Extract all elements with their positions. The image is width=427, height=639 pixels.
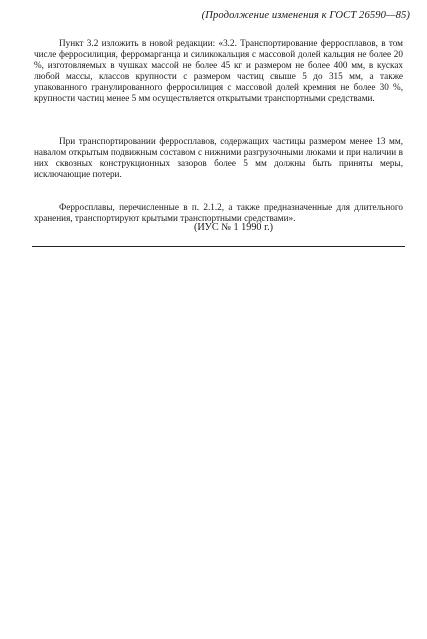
continuation-header: (Продолжение изменения к ГОСТ 26590—85)	[201, 10, 410, 21]
horizontal-divider	[32, 246, 405, 247]
paragraph-covered-transport	[34, 202, 403, 224]
ius-reference: (ИУС № 1 1990 г.)	[193, 222, 274, 233]
paragraph-text: Ферросплавы, перечисленные в п. 2.1.2, а также предназначенные для длительного хранения, транспортируют крытыми транспортными средствами».	[34, 202, 403, 223]
paragraph-text: Пункт 3.2 изложить в новой редакции: «3.2. Транспортирование ферросплавов, в том числе ферросилиция, ферромарганца и силикокальция с массовой долей кальция не более 20 %, изготовляемых в чушках массой не более 45 кг и размером не более 400 мм, в кусках любой массы, классов крупности с размером частиц свыше 5 до 315 мм, а также упакованного гранулированного ферросилиция с массовой долей кремния не более 30 %, крупности частиц менее 5 мм осуществляется открытыми транспортными средствами.	[34, 38, 403, 103]
paragraph-transport-fine-particles	[34, 136, 403, 180]
paragraph-text: При транспортировании ферросплавов, содержащих частицы размером менее 13 мм, навалом открытым подвижным составом с нижними разгрузочными люками и при наличии в них сквозных конструкционных зазоров более 5 мм должны быть приняты меры, исключающие потери.	[34, 136, 403, 179]
paragraph-clause-3-2	[34, 38, 403, 103]
